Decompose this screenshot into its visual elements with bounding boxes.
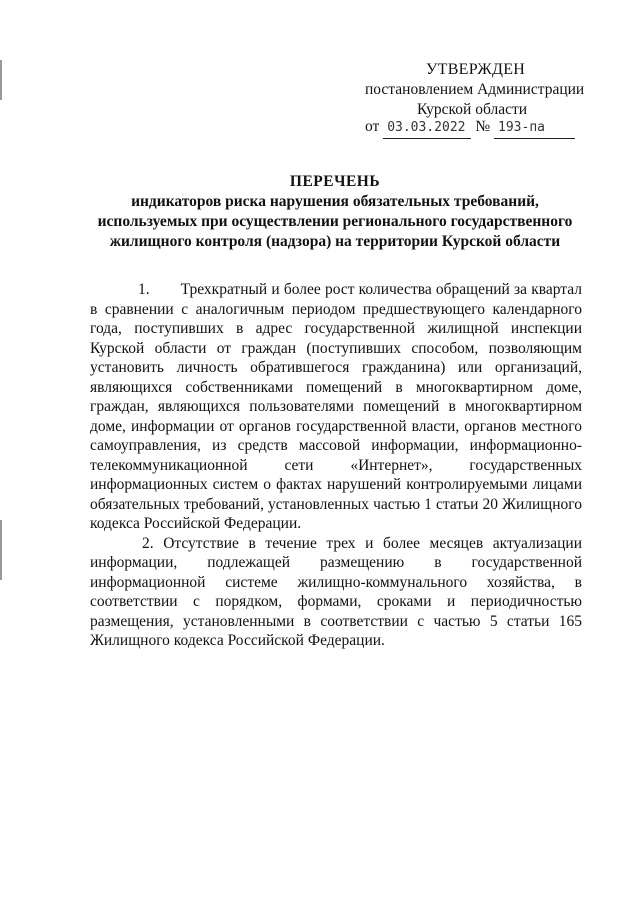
approval-date: 03.03.2022 [383, 118, 471, 139]
approval-date-line [365, 117, 575, 139]
approval-region: Курской области [417, 101, 528, 118]
heading-title: ПЕРЕЧЕНЬ [289, 173, 381, 190]
approval-by: постановлением Администрации [365, 81, 585, 98]
scan-edge-mark [0, 520, 2, 580]
document-body [90, 280, 582, 651]
list-item: 1. Трехкратный и более рост количества обращений за квартал в сравнении с аналогичным периодом предшествующего календарного года, поступивших в адрес государственной жилищной инспекции Курской области от граждан (поступивших способом, позволяющим установить личность обратившегося гражданина) или организаций, являющихся собственниками помещений в многоквартирном доме, граждан, являющихся пользователями помещений в многоквартирном доме, информации от органов государственной власти, органов местного самоуправления, из средств массовой информации, информационно-телекоммуникационной сети «Интернет», государственных информационных систем о фактах нарушений контролируемыми лицами обязательных требований, установленных частью 1 статьи 20 Жилищного кодекса Российской Федерации. [90, 281, 582, 532]
list-item: 2. Отсутствие в течение трех и более месяцев актуализации информации, подлежащей размещению в государственной информационной системе жилищно-коммунального хозяйства, в соответствии с порядком, формами, сроками и периодичностью размещения, установленными в соответствии с частью 5 статьи 165 Жилищного кодекса Российской Федерации. [90, 534, 582, 649]
heading-subtitle: индикаторов риска нарушения обязательных требований, используемых при осуществлении регионального государственного жилищного контроля (надзора) на территории Курской области [97, 193, 573, 250]
approval-number: 193-па [494, 118, 575, 139]
number-sign: № [475, 118, 491, 135]
date-prefix: от [365, 118, 380, 135]
approval-title: УТВЕРЖДЕН [426, 61, 526, 78]
document-heading [90, 172, 580, 252]
scan-edge-mark [0, 60, 2, 100]
